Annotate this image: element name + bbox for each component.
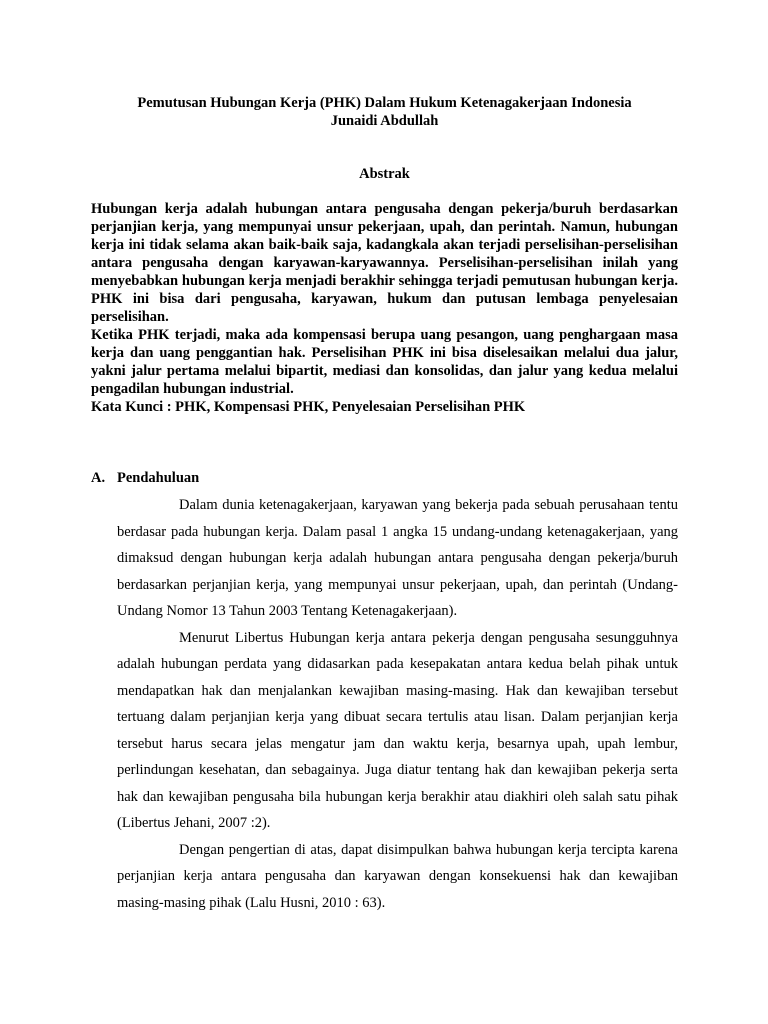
section-body: [117, 492, 678, 916]
title-block: [91, 94, 678, 130]
section-number: A.: [91, 470, 106, 486]
body-paragraph: Dalam dunia ketenagakerjaan, karyawan yang bekerja pada sebuah perusahaan tentu berdasar pada hubungan kerja. Dalam pasal 1 angka 15 undang-undang ketenagakerjaan, yang dimaksud dengan hubungan kerja adalah hubungan antara pengusaha dengan pekerja/buruh berdasarkan perjanjian kerja, yang mempunyai unsur pekerjaan, upah, dan perintah (Undang-Undang Nomor 13 Tahun 2003 Tentang Ketenagakerjaan).: [117, 497, 678, 619]
section-title: Pendahuluan: [117, 470, 200, 486]
body-paragraph: Menurut Libertus Hubungan kerja antara pekerja dengan pengusaha sesungguhnya adalah hubungan perdata yang didasarkan pada kesepakatan antara kedua belah pihak untuk mendapatkan hak dan menjalankan kewajiban masing-masing. Hak dan kewajiban tersebut tertuang dalam perjanjian kerja yang dibuat secara tertulis atau lisan. Dalam perjanjian kerja tersebut harus secara jelas mengatur jam dan waktu kerja, besarnya upah, upah lembur, perlindungan kesehatan, dan sebagainya. Juga diatur tentang hak dan kewajiban pekerja serta hak dan kewajiban pengusaha bila hubungan kerja berakhir atau diakhiri oleh salah satu pihak (Libertus Jehani, 2007 :2).: [117, 629, 678, 831]
keywords-line: Kata Kunci : PHK, Kompensasi PHK, Penyelesaian Perselisihan PHK: [91, 399, 526, 415]
paper-title: Pemutusan Hubungan Kerja (PHK) Dalam Hukum Ketenagakerjaan Indonesia: [137, 95, 632, 111]
section-heading: [91, 469, 199, 487]
abstract-paragraph: Ketika PHK terjadi, maka ada kompensasi berupa uang pesangon, uang penghargaan masa kerja dan uang penggantian hak. Perselisihan PHK ini bisa diselesaikan melalui dua jalur, yakni jalur pertama melalui bipartit, mediasi dan konsolidas, dan jalur yang kedua melalui pengadilan hubungan industrial.: [91, 327, 678, 397]
abstract-heading: Abstrak: [359, 166, 410, 182]
body-paragraph: Dengan pengertian di atas, dapat disimpulkan bahwa hubungan kerja tercipta karena perjanjian kerja antara pengusaha dan karyawan dengan konsekuensi hak dan kewajiban masing-masing pihak (Lalu Husni, 2010 : 63).: [117, 841, 678, 911]
paper-author: Junaidi Abdullah: [330, 113, 439, 129]
abstract-paragraph: Hubungan kerja adalah hubungan antara pengusaha dengan pekerja/buruh berdasarkan perjanjian kerja, yang mempunyai unsur pekerjaan, upah, dan perintah. Namun, hubungan kerja ini tidak selama akan baik-baik saja, kadangkala akan terjadi perselisihan-perselisihan antara pengusaha dengan karyawan-karyawannya. Perselisihan-perselisihan inilah yang menyebabkan hubungan kerja menjadi berakhir sehingga terjadi pemutusan hubungan kerja. PHK ini bisa dari pengusaha, karyawan, hukum dan putusan lembaga penyelesaian perselisihan.: [91, 201, 678, 325]
abstract-body: [91, 200, 678, 416]
